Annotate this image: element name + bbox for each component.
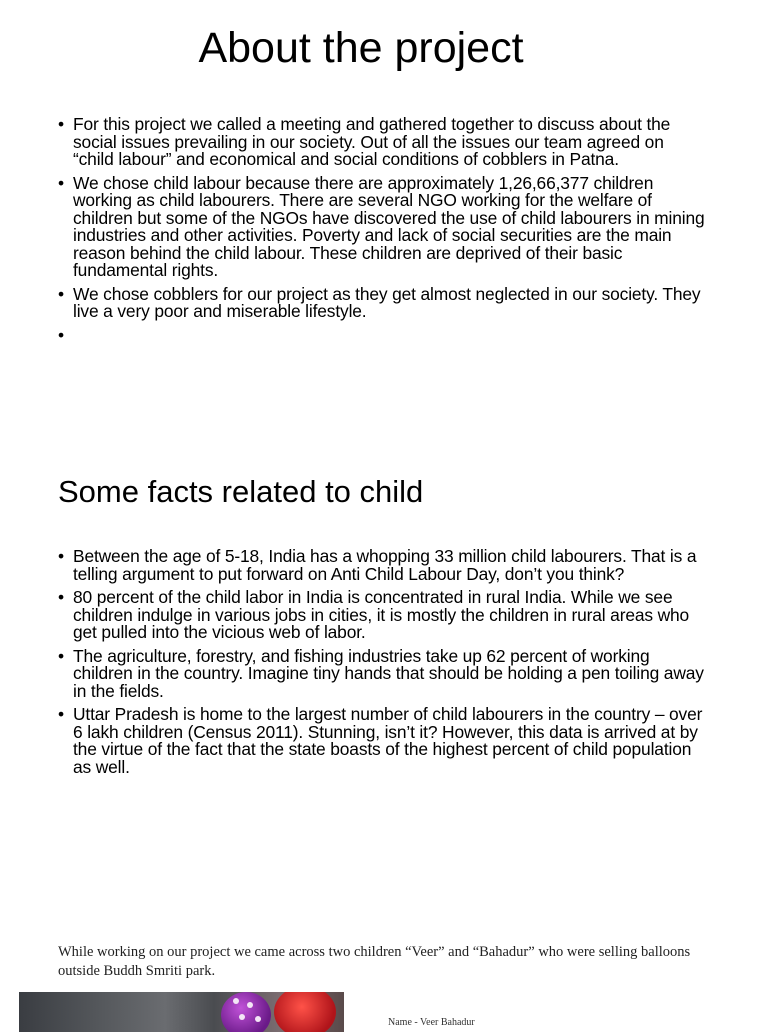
list-item-text: Between the age of 5-18, India has a whopping 33 million child labourers. That is a telling argument to put forward on Anti Child Labour Day, don’t you think? (73, 546, 697, 584)
list-item-text: Uttar Pradesh is home to the largest number of child labourers in the country – over 6 lakh children (Census 2011). Stunning, isn’t it? However, this data is arrived at by the virtue of the fact that the state boasts of the highest percent of child population as well. (73, 704, 703, 777)
page-title: About the project (198, 24, 524, 72)
photo-caption: While working on our project we came across two children “Veer” and “Bahadur” who were selling balloons outside Buddh Smriti park. (58, 944, 691, 979)
facts-bullet-list (58, 548, 708, 782)
bullet-icon: • (58, 546, 64, 566)
list-item (58, 589, 708, 642)
list-item (58, 116, 708, 169)
list-item (58, 645, 708, 701)
list-item-text: The agriculture, forestry, and fishing industries take up 62 percent of working children in the country. Imagine tiny hands that should be holding a pen toiling away in the fields. (73, 645, 704, 701)
about-bullet-list (58, 116, 708, 350)
list-item (58, 706, 708, 776)
children-balloons-photo (19, 992, 344, 1032)
red-balloon-icon (274, 992, 336, 1032)
list-item-text: We chose cobblers for our project as they get almost neglected in our society. They live a very poor and miserable lifestyle. (73, 283, 701, 321)
bullet-icon: • (58, 704, 64, 724)
list-item-text: We chose child labour because there are approximately 1,26,66,377 children working as child labourers. There are several NGO working for the welfare of children but some of the NGOs have discovered the use of child labourers in mining industries and other activities. Poverty and lack of social securities are the main reason behind the child labour. These children are deprived of their basic fundamental rights. (73, 172, 705, 280)
purple-balloon-icon (221, 992, 271, 1032)
list-item (58, 172, 708, 280)
section-title: Some facts related to child (58, 474, 424, 509)
bullet-icon: • (58, 587, 64, 607)
bullet-icon: • (58, 324, 64, 345)
list-item-text: For this project we called a meeting and gathered together to discuss about the social issues prevailing in our society. Out of all the issues our team agreed on “child labour” and economical and social conditions of cobblers in Patna. (73, 114, 671, 169)
list-item-text: 80 percent of the child labor in India is concentrated in rural India. While we see children indulge in various jobs in cities, it is mostly the children in rural areas who get pulled into the vicious web of labor. (73, 587, 690, 642)
bullet-icon: • (58, 645, 64, 666)
list-item (58, 324, 708, 345)
list-item (58, 548, 708, 583)
bullet-icon: • (58, 283, 64, 304)
bullet-icon: • (58, 172, 64, 193)
list-item (58, 283, 708, 321)
photo-label: Name - Veer Bahadur (388, 1017, 475, 1028)
bullet-icon: • (58, 114, 64, 134)
